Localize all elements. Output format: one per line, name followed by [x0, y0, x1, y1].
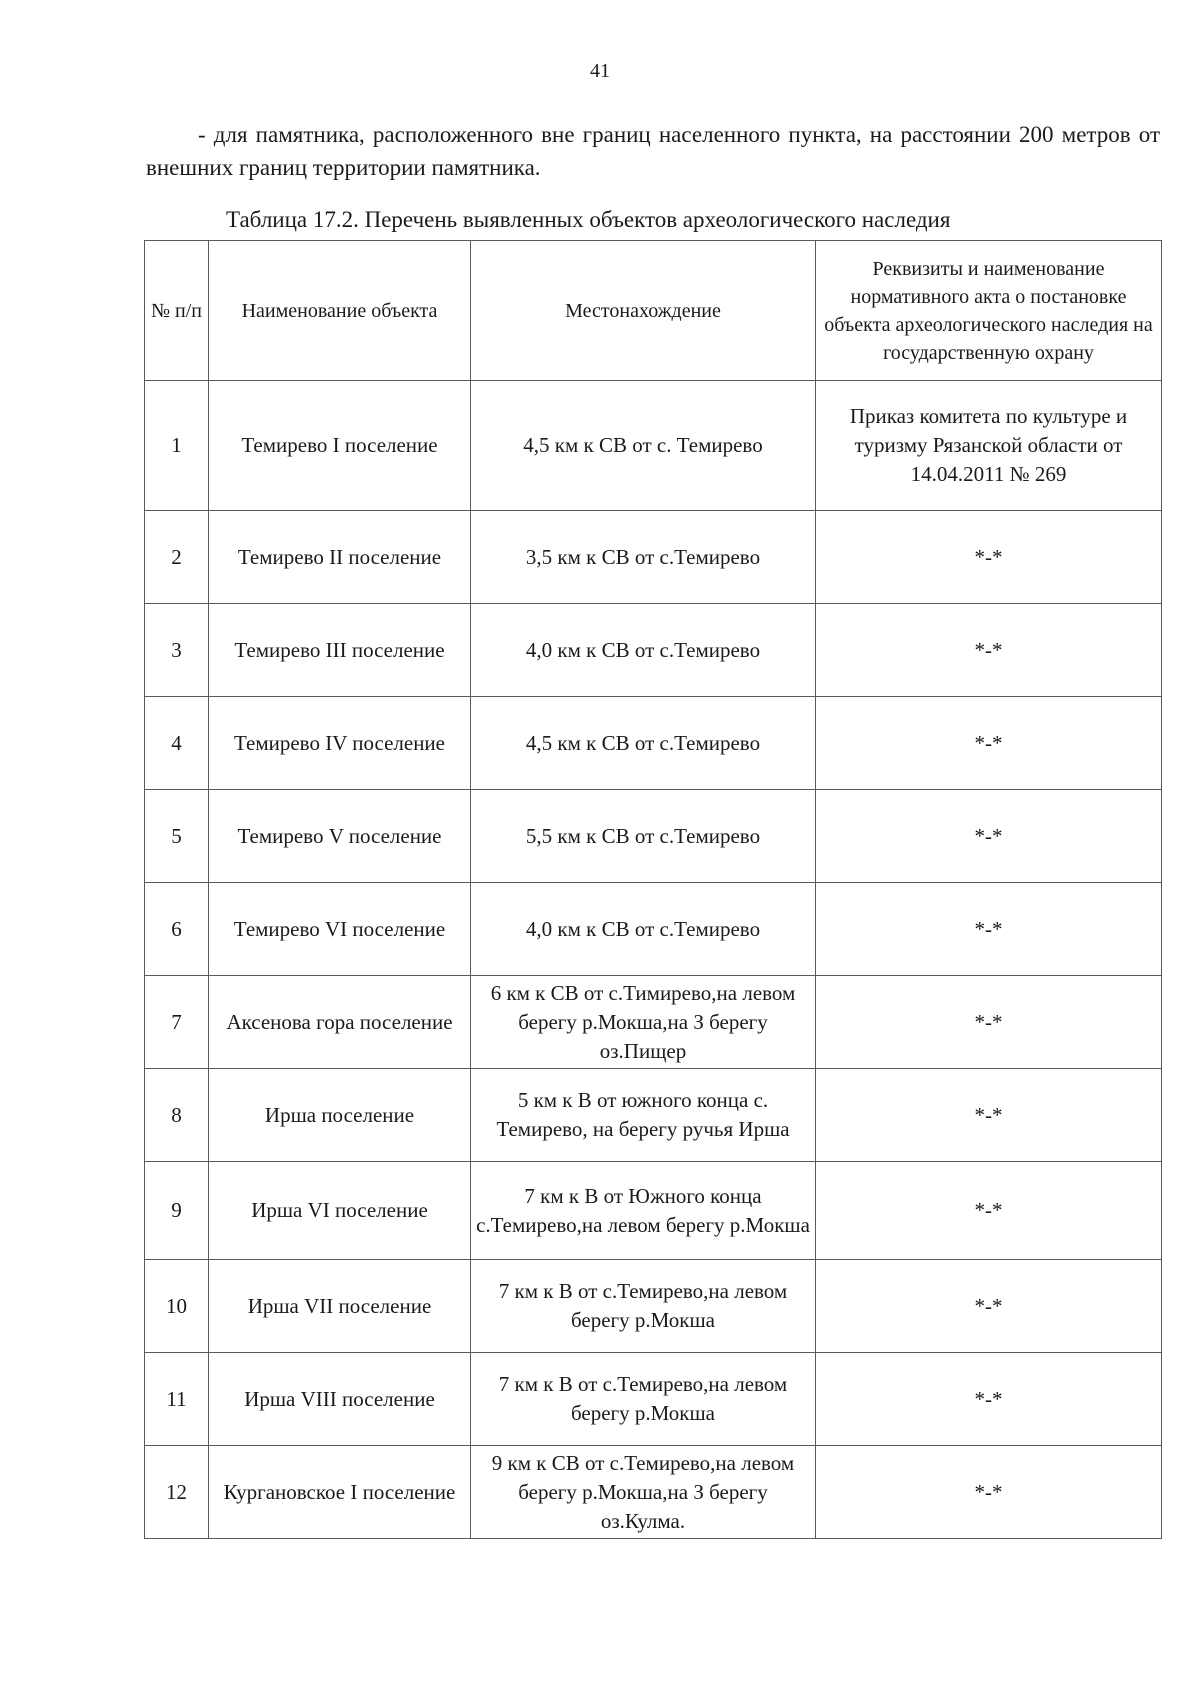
- object-name: Кургановское I поселение: [209, 1446, 471, 1539]
- row-number: 5: [145, 790, 209, 883]
- object-name: Темирево V поселение: [209, 790, 471, 883]
- object-name: Темирево II поселение: [209, 511, 471, 604]
- object-name: Темирево IV поселение: [209, 697, 471, 790]
- object-location: 7 км к В от с.Темирево,на левом берегу р.Мокша: [471, 1353, 816, 1446]
- table-row: [145, 381, 1162, 511]
- row-number: 6: [145, 883, 209, 976]
- table-row: [145, 604, 1162, 697]
- intro-paragraph: - для памятника, расположенного вне границ населенного пункта, на расстоянии 200 метров от внешних границ территории памятника.: [146, 122, 1160, 180]
- object-location: 4,5 км к СВ от с.Темирево: [471, 697, 816, 790]
- normative-act: *-*: [816, 1353, 1162, 1446]
- header-location: Местонахождение: [471, 241, 816, 381]
- row-number: 8: [145, 1069, 209, 1162]
- object-location: 5 км к В от южного конца с. Темирево, на берегу ручья Ирша: [471, 1069, 816, 1162]
- object-name: Ирша VII поселение: [209, 1260, 471, 1353]
- object-location: 9 км к СВ от с.Темирево,на левом берегу р.Мокша,на З берегу оз.Кулма.: [471, 1446, 816, 1539]
- object-name: Темирево III поселение: [209, 604, 471, 697]
- object-name: Ирша VIII поселение: [209, 1353, 471, 1446]
- table-row: [145, 511, 1162, 604]
- normative-act: *-*: [816, 1069, 1162, 1162]
- table-row: [145, 1260, 1162, 1353]
- normative-act: *-*: [816, 511, 1162, 604]
- row-number: 3: [145, 604, 209, 697]
- normative-act: *-*: [816, 1260, 1162, 1353]
- object-location: 6 км к СВ от с.Тимирево,на левом берегу р.Мокша,на З берегу оз.Пищер: [471, 976, 816, 1069]
- page-number: 41: [590, 60, 610, 82]
- header-number: № п/п: [145, 241, 209, 381]
- object-name: Темирево I поселение: [209, 381, 471, 511]
- table-row: [145, 1353, 1162, 1446]
- object-name: Ирша поселение: [209, 1069, 471, 1162]
- normative-act: *-*: [816, 976, 1162, 1069]
- table-header-row: [145, 241, 1162, 381]
- normative-act: *-*: [816, 1446, 1162, 1539]
- table-row: [145, 790, 1162, 883]
- normative-act: *-*: [816, 697, 1162, 790]
- object-name: Темирево VI поселение: [209, 883, 471, 976]
- table-row: [145, 697, 1162, 790]
- normative-act: *-*: [816, 1162, 1162, 1260]
- object-location: 3,5 км к СВ от с.Темирево: [471, 511, 816, 604]
- row-number: 1: [145, 381, 209, 511]
- heritage-objects-table: [144, 240, 1162, 1539]
- table-row: [145, 883, 1162, 976]
- row-number: 7: [145, 976, 209, 1069]
- object-location: 7 км к В от с.Темирево,на левом берегу р.Мокша: [471, 1260, 816, 1353]
- object-name: Аксенова гора поселение: [209, 976, 471, 1069]
- row-number: 12: [145, 1446, 209, 1539]
- normative-act: Приказ комитета по культуре и туризму Рязанской области от 14.04.2011 № 269: [816, 381, 1162, 511]
- header-normative-act: Реквизиты и наименование нормативного акта о постановке объекта археологического наследия на государственную охрану: [816, 241, 1162, 381]
- table-row: [145, 976, 1162, 1069]
- object-location: 4,0 км к СВ от с.Темирево: [471, 883, 816, 976]
- object-location: 4,0 км к СВ от с.Темирево: [471, 604, 816, 697]
- row-number: 11: [145, 1353, 209, 1446]
- table-row: [145, 1069, 1162, 1162]
- table-caption: Таблица 17.2. Перечень выявленных объектов археологического наследия: [226, 207, 951, 232]
- row-number: 10: [145, 1260, 209, 1353]
- normative-act: *-*: [816, 604, 1162, 697]
- table-row: [145, 1446, 1162, 1539]
- header-object-name: Наименование объекта: [209, 241, 471, 381]
- normative-act: *-*: [816, 883, 1162, 976]
- row-number: 4: [145, 697, 209, 790]
- object-location: 5,5 км к СВ от с.Темирево: [471, 790, 816, 883]
- object-location: 4,5 км к СВ от с. Темирево: [471, 381, 816, 511]
- row-number: 9: [145, 1162, 209, 1260]
- table-row: [145, 1162, 1162, 1260]
- object-name: Ирша VI поселение: [209, 1162, 471, 1260]
- row-number: 2: [145, 511, 209, 604]
- normative-act: *-*: [816, 790, 1162, 883]
- object-location: 7 км к В от Южного конца с.Темирево,на левом берегу р.Мокша: [471, 1162, 816, 1260]
